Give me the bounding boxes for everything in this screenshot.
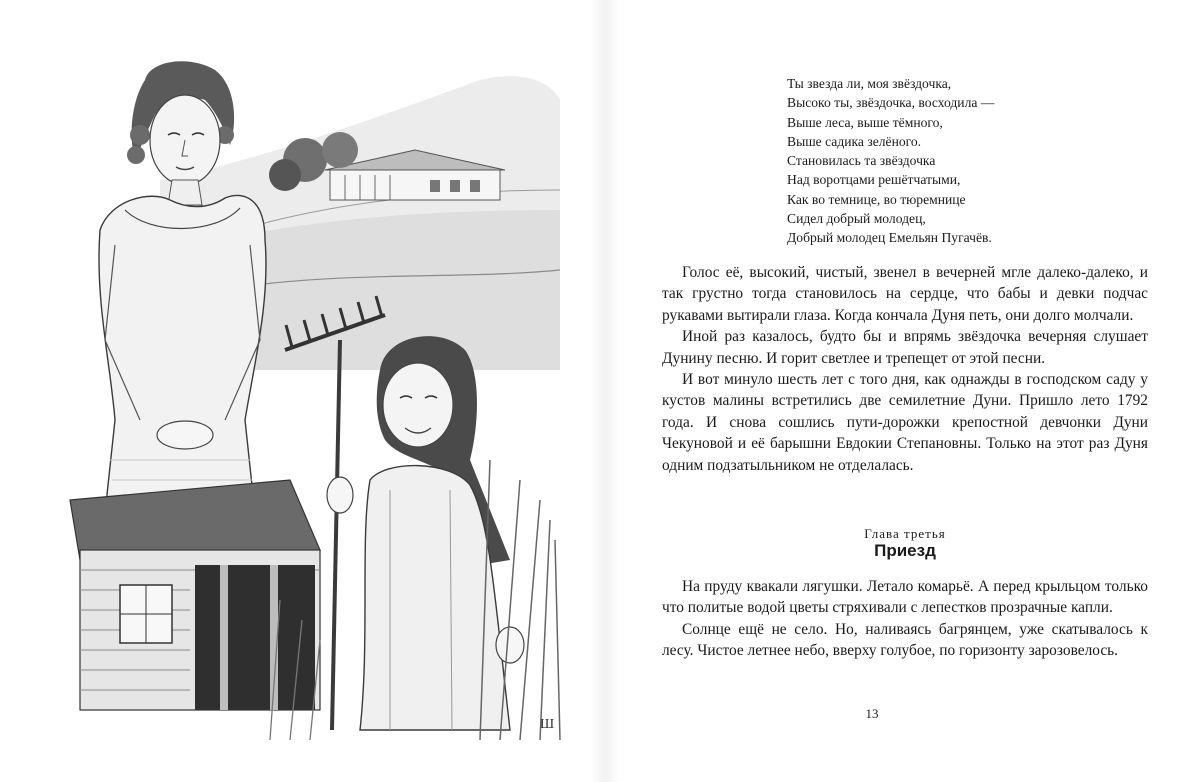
poem-line: Выше леса, выше тёмного, — [787, 114, 943, 130]
poem-line: Добрый молодец Емельян Пугачёв. — [787, 230, 992, 246]
page-number: 13 — [865, 706, 879, 721]
prose-block-before-chapter — [662, 262, 1148, 476]
book-gutter — [590, 0, 620, 782]
poem-line: Над воротцами решётчатыми, — [787, 172, 961, 188]
paragraph: И вот минуло шесть лет с того дня, как однажды в господском саду у кустов малины встретились две семилетние Дуни. Пришло лето 1792 года. И снова сошлись пути-дорожки крепостной девчонки Дуни Чекуновой и её барышни Евдокии Степановны. Только на этот раз Дуня одним подзатыльником не отделалась. — [662, 371, 1148, 474]
chapter-label: Глава третья — [864, 526, 946, 541]
poem-line: Выше садика зелёного. — [787, 133, 922, 149]
paragraph: Голос её, высокий, чистый, звенел в вечерней мгле далеко-далеко, и так грустно тогда становилось на сердце, что бабы и девки подчас рукавами вытирали глаза. Когда кончала Дуня петь, они долго молчали. — [662, 264, 1148, 324]
chapter-title: Приезд — [874, 541, 936, 560]
poem-line: Высоко ты, звёздочка, восходила — — [787, 95, 995, 111]
poem-line: Сидел добрый молодец, — [787, 211, 926, 227]
paragraph: Солнце ещё не село. Но, наливаясь багрянцем, уже скатывалось к лесу. Чистое летнее небо, вверху голубое, по горизонту зарозовелось. — [662, 620, 1148, 660]
poem-line: Как во темнице, во тюремнице — [787, 191, 966, 207]
poem-line: Становилась та звёздочка — [787, 153, 936, 169]
paragraph: Иной раз казалось, будто бы и впрямь звёздочка вечерняя слушает Дунину песню. И горит светлее и трепещет от этой песни. — [662, 328, 1148, 367]
poem-stanza — [787, 74, 1087, 248]
two-girls-sketch-icon — [40, 40, 570, 740]
log-hut-icon — [70, 480, 320, 710]
paragraph: На пруду квакали лягушки. Летало комарьё. А перед крыльцом только что политые водой цветы стряхивали с лепестков прозрачные капли. — [662, 578, 1148, 617]
artist-monogram: Ш — [540, 717, 555, 732]
poem-line: Ты звезда ли, моя звёздочка, — [787, 76, 952, 91]
prose-block-after-chapter — [662, 576, 1148, 662]
